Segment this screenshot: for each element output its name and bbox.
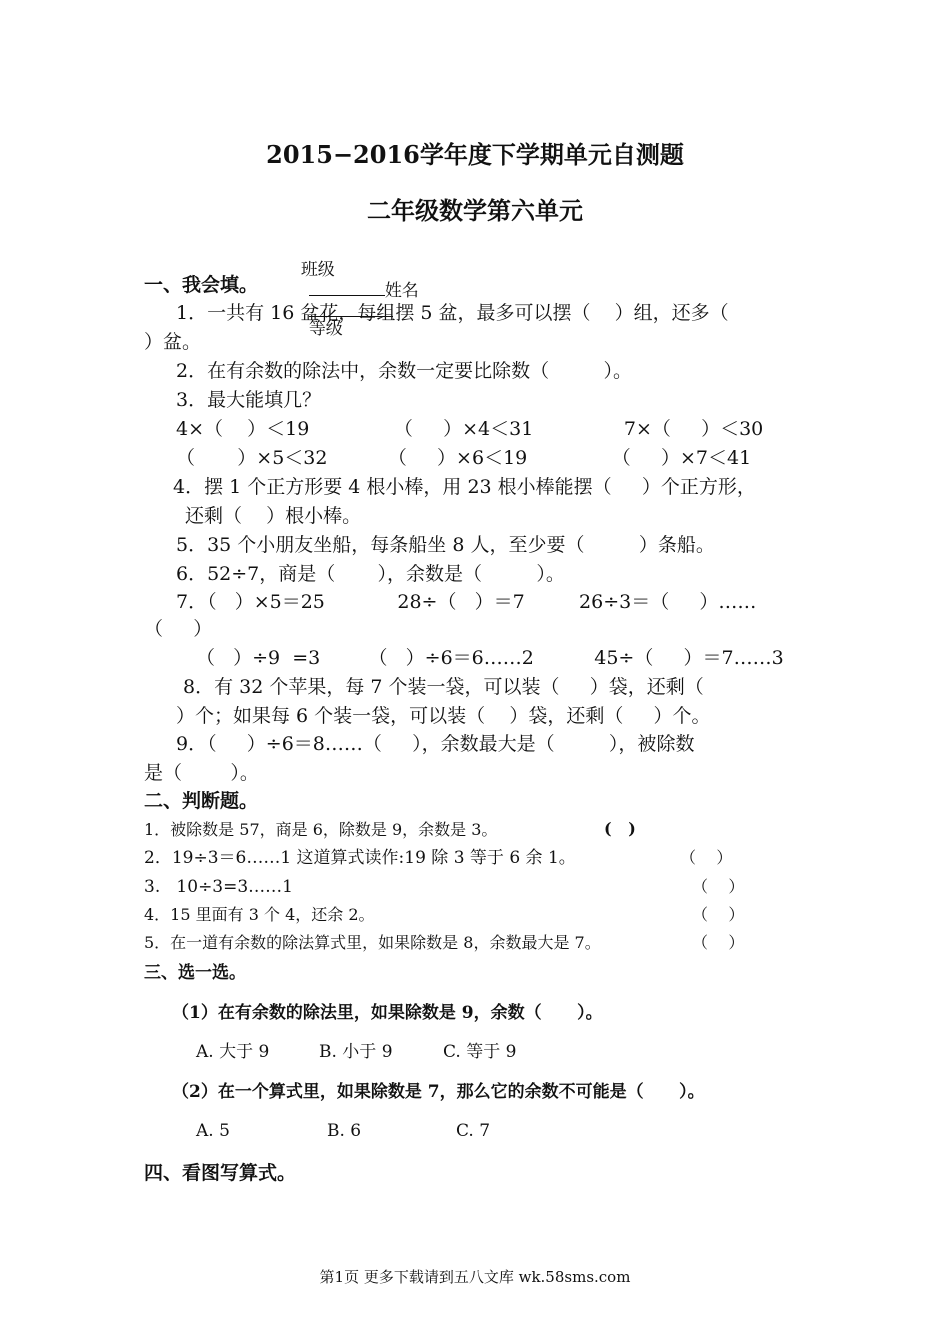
judge-item-5: 5．在一道有余数的除法算式里，如果除数是 8，余数最大是 7。	[144, 933, 601, 952]
fill-line: 是（ ）。	[144, 762, 259, 784]
section3-heading: 三、选一选。	[144, 963, 246, 983]
judge-item-3: 3. 10÷3=3……1	[144, 877, 293, 897]
choice-question-1: （1）在有余数的除法里，如果除数是 9，余数（ ）。	[172, 1003, 603, 1023]
page-title: 2015−2016学年度下学期单元自测题	[266, 140, 684, 169]
fill-line: （ ）÷9 =3 （ ）÷6＝6……2 45÷（ ）＝7……3	[196, 647, 784, 669]
fill-line: 4．摆 1 个正方形要 4 根小棒，用 23 根小棒能摆（ ）个正方形，	[173, 476, 756, 498]
fill-line: 6．52÷7，商是（ ），余数是（ ）。	[176, 563, 565, 585]
judge-mark-2[interactable]: （ ）	[680, 848, 733, 867]
judge-mark-4[interactable]: （ ）	[692, 905, 745, 924]
judge-mark-3[interactable]: （ ）	[692, 877, 745, 896]
judge-item-1: 1．被除数是 57，商是 6，除数是 9，余数是 3。	[144, 820, 498, 839]
judge-mark-1[interactable]: ( )	[604, 819, 636, 838]
page-subtitle: 二年级数学第六单元	[367, 196, 583, 225]
fill-line: 9．（ ）÷6＝8……（ ），余数最大是（ ），被除数	[176, 733, 695, 755]
section2-heading: 二、判断题。	[144, 790, 259, 812]
class-field[interactable]	[309, 279, 385, 296]
judge-item-4: 4．15 里面有 3 个 4，还余 2。	[144, 905, 375, 924]
fill-line: 7．（ ）×5＝25 28÷（ ）＝7 26÷3＝（ ）……	[176, 591, 757, 613]
option-c[interactable]: C. 等于 9	[443, 1042, 517, 1062]
page-footer: 第1页 更多下载请到五八文库 wk.58sms.com	[319, 1268, 631, 1286]
option-b[interactable]: B. 小于 9	[319, 1042, 393, 1062]
fill-line: 5．35 个小朋友坐船，每条船坐 8 人，至少要（ ）条船。	[176, 534, 715, 556]
fill-line: ）盆。	[144, 331, 202, 353]
fill-line: （ ）	[144, 618, 213, 640]
choice-question-2: （2）在一个算式里，如果除数是 7，那么它的余数不可能是（ ）。	[172, 1082, 705, 1102]
fill-line: 1．一共有 16 盆花，每组摆 5 盆，最多可以摆（ ）组，还多（	[176, 302, 729, 324]
option-c[interactable]: C. 7	[456, 1121, 491, 1141]
grade-label: 等级	[308, 319, 343, 339]
info-line	[290, 245, 419, 338]
judge-item-2: 2．19÷3＝6……1 这道算式读作:19 除 3 等于 6 余 1。	[144, 848, 576, 868]
fill-line: 4×（ ）＜19 （ ）×4＜31 7×（ ）＜30	[176, 418, 764, 440]
fill-line: 2．在有余数的除法中，余数一定要比除数（ ）。	[176, 360, 632, 382]
fill-line: 还剩（ ）根小棒。	[185, 505, 362, 527]
class-label: 班级	[300, 260, 335, 280]
option-b[interactable]: B. 6	[327, 1121, 362, 1141]
option-a[interactable]: A. 5	[196, 1121, 230, 1141]
fill-line: 8．有 32 个苹果，每 7 个装一袋，可以装（ ）袋，还剩（	[183, 676, 704, 698]
judge-mark-5[interactable]: （ ）	[692, 933, 745, 952]
name-label: 姓名	[384, 281, 419, 301]
section4-heading: 四、看图写算式。	[144, 1162, 297, 1184]
option-a[interactable]: A. 大于 9	[196, 1042, 270, 1062]
fill-line: （ ）×5＜32 （ ）×6＜19 （ ）×7＜41	[176, 447, 752, 469]
fill-line: ）个；如果每 6 个装一袋，可以装（ ）袋，还剩（ ）个。	[176, 705, 711, 727]
fill-line: 3．最大能填几？	[176, 389, 322, 411]
section1-heading: 一、我会填。	[144, 274, 259, 296]
